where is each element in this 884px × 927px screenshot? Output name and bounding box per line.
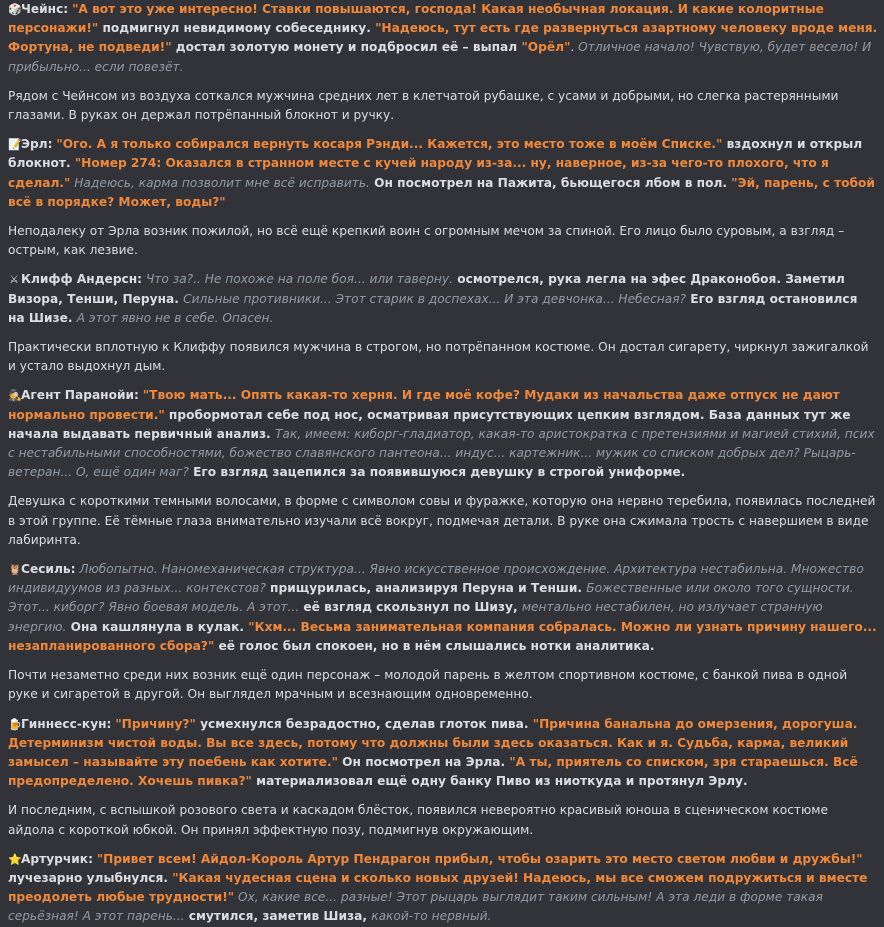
paranoia-icon: 🕵 <box>8 389 22 403</box>
narration-text: Его взгляд остановился на Шизе. <box>8 291 858 325</box>
dialogue-quote: "А вот это уже интересно! Ставки повышаются, господа! Какая необычная локация. И какие колоритные персонажи!" <box>8 2 824 36</box>
narration-text: её взгляд скользнул по Шизу, <box>299 600 522 615</box>
narration-paragraph: Практически вплотную к Клиффу появился мужчина в строгом, но потрёпанном костюме. Он достал сигарету, чиркнул зажигалкой и устало выдохнул дым. <box>8 340 869 374</box>
paragraph-gap <box>8 260 878 270</box>
cecil-icon: 🦉 <box>8 563 22 577</box>
narration-text: прищурилась, анализируя Перуна и Тенши. <box>265 581 587 596</box>
speaker-name: Артурчик: <box>21 851 93 866</box>
paragraph-gap <box>8 328 878 338</box>
narration-text: Он посмотрел на Пажита, бьющегося лбом в пол. <box>369 175 732 190</box>
character-message <box>8 715 878 792</box>
narration-paragraph: Девушка с короткими темными волосами, в форме с символом совы и фуражке, которую она нервно теребила, появилась последней в этой группе. Её тёмные глаза внимательно изучали всё вокруг, подмечая детали. В руке она сжимала трость с навершием в виде лабиринта. <box>8 494 876 547</box>
narration-text: Она кашлянула в кулак. <box>66 619 249 634</box>
dialogue-quote: "Орёл" <box>521 40 571 55</box>
narration-text: Он посмотрел на Эрла. <box>337 754 510 769</box>
speaker-name: Клифф Андерсн: <box>21 272 143 287</box>
speaker-name: Эрл: <box>21 137 53 152</box>
narration-paragraph: Почти незаметно среди них возник ещё один персонаж – молодой парень в желтом спортивном костюме, с банкой пива в одной руке и сигаретой в другой. Он выглядел мрачным и всезнающим одновременно. <box>8 668 848 702</box>
dialogue-quote: "Кхм... Весьма занимательная компания собралась. Можно ли узнать причину нашего... незапланированного сбора?" <box>8 619 877 653</box>
inner-thought: А этот явно не в себе. Опасен. <box>76 310 274 325</box>
paragraph-gap <box>8 550 878 560</box>
paragraph-gap <box>8 212 878 222</box>
narration-text: пробормотал себе под нос, осматривая присутствующих цепким взглядом. База данных тут же начала выдавать первичный анализ. <box>8 407 851 441</box>
chains-icon: 🎲 <box>8 3 22 16</box>
text-fragment: . <box>570 40 579 55</box>
inner-thought: ментально нестабилен, но излучает странную энергию. <box>8 600 823 634</box>
character-message <box>8 850 878 927</box>
narration-text: материализовал ещё одну банку Пиво из ниоткуда и протянул Эрлу. <box>251 774 748 789</box>
dialogue-quote: "Ого. А я только собирался вернуть косаря Рэнди... Кажется, это место тоже в моём Списке." <box>56 137 723 152</box>
dialogue-quote: "Эй, парень, с тобой всё в порядке? Может, воды?" <box>8 175 875 209</box>
speaker-name: Сесиль: <box>21 562 76 577</box>
paragraph-gap <box>8 125 878 135</box>
inner-thought: Отличное начало! Чувствую, будет весело! И прибыльно... если повезёт. <box>8 40 872 74</box>
dialogue-quote: "Привет всем! Айдол-Король Артур Пендрагон прибыл, чтобы озарить это место светом любви и дружбы!" <box>96 851 863 866</box>
inner-thought: какой-то нервный. <box>371 909 492 924</box>
dialogue-quote: "Причину?" <box>115 716 196 731</box>
narration-text: усмехнулся безрадостно, сделав глоток пива. <box>195 716 533 731</box>
narration-paragraph: Неподалеку от Эрла возник пожилой, но всё ещё крепкий воин с огромным мечом за спиной. Его лицо было суровым, а взгляд – острым, как лезвие. <box>8 224 845 258</box>
inner-thought: Божественные или около того сущности. Этот... киборг? Явно боевая модель. А этот... <box>8 581 854 615</box>
inner-thought: Надеюсь, карма позволит мне всё исправить. <box>74 175 370 190</box>
narration-text: достал золотую монету и подбросил её – выпал <box>171 40 522 55</box>
dialogue-quote: "Какая чудесная сцена и сколько новых друзей! Надеюсь, мы все сможем подружиться и вместе преодолеть любые трудности!" <box>8 870 868 905</box>
paragraph-gap <box>8 791 878 801</box>
inner-thought: Что за?.. Не похоже на поле боя... или таверну. <box>145 272 453 287</box>
narration-text: вздохнул и открыл блокнот. <box>8 137 863 171</box>
speaker-name: Чейнс: <box>21 2 69 16</box>
character-message <box>8 0 878 77</box>
earl-icon: 📝 <box>8 138 22 152</box>
character-message <box>8 270 878 328</box>
arthur-icon: ⭐ <box>8 852 22 866</box>
paragraph-gap <box>8 482 878 492</box>
dialogue-quote: "Надеюсь, тут есть где развернуться азартному человеку вроде меня. Фортуна, не подведи!" <box>8 21 878 55</box>
paragraph-gap <box>8 705 878 715</box>
inner-thought: Любопытно. Наномеханическая структура... Явно искусственное происхождение. Архитектура нестабильна. Множество индивидуумов из разных... контекстов? <box>8 562 864 596</box>
dialogue-quote: "Твою мать... Опять какая-то херня. И где моё кофе? Мудаки из начальства даже отпуск не дают нормально провести." <box>8 388 840 422</box>
narration-paragraph: Рядом с Чейнсом из воздуха соткался мужчина средних лет в клетчатой рубашке, с усами и добрыми, но слегка растерянными глазами. В руках он держал потрёпанный блокнот и ручку. <box>8 88 839 123</box>
dialogue-quote: "Номер 274: Оказался в странном месте с кучей народу из-за... ну, наверное, из-за чего-то плохого, что я сделал." <box>8 156 829 190</box>
dialogue-quote: "Причина банальна до омерзения, дорогуша. Детерминизм чистой воды. Вы все здесь, потому что должны были здесь оказаться. Как и я. Судьба, карма, великий замысел – называйте эту поебень как хотите." <box>8 716 858 769</box>
paragraph-gap <box>8 840 878 850</box>
inner-thought: Сильные противники... Этот старик в доспехах... И эта девчонка... Небесная? <box>183 291 687 306</box>
paragraph-gap <box>8 77 878 87</box>
narration-text: Его взгляд зацепился за появившуюся девушку в строгой униформе. <box>188 465 686 480</box>
guinness-icon: 🍺 <box>8 717 22 731</box>
speaker-name: Агент Паранойи: <box>21 388 139 403</box>
paragraph-gap <box>8 376 878 386</box>
narration-text: лучезарно улыбнулся. <box>8 870 173 885</box>
narration-paragraph: И последним, с вспышкой розового света и каскадом блёсток, появился невероятно красивый юноша в сценическом костюме айдола с короткой юбкой. Он принял эффектную позу, подмигнув окружающим. <box>8 803 828 837</box>
cliff-icon: ⚔ <box>9 273 19 287</box>
dialogue-quote: "А ты, приятель со списком, зря стараешься. Всё предопределено. Хочешь пивка?" <box>8 754 858 789</box>
narration-text: подмигнул невидимому собеседнику. <box>98 21 376 36</box>
narration-text: смутился, заметив Шиза, <box>184 909 372 924</box>
character-message <box>8 386 878 482</box>
paragraph-gap <box>8 656 878 666</box>
inner-thought: Ох, какие все... разные! Этот рыцарь выглядит таким сильным! А эта леди в форме такая серьёзная! А этот парень... <box>8 890 823 924</box>
narration-text: осмотрелся, рука легла на эфес Драконобоя. Заметил Визора, Тенши, Перуна. <box>8 272 845 306</box>
character-message <box>8 135 878 212</box>
narration-text: её голос был спокоен, но в нём слышались нотки аналитика. <box>214 638 655 653</box>
speaker-name: Гиннесс-кун: <box>21 716 112 731</box>
character-message <box>8 560 878 656</box>
inner-thought: Так, имеем: киборг-гладиатор, какая-то аристократка с претензиями и магией стихий, псих с нестабильными способностями, божество славянского пантеона... индус... картежник... мужик со списком добрых дел? Рыцарь-ветеран... О, ещё один маг? <box>8 426 875 480</box>
